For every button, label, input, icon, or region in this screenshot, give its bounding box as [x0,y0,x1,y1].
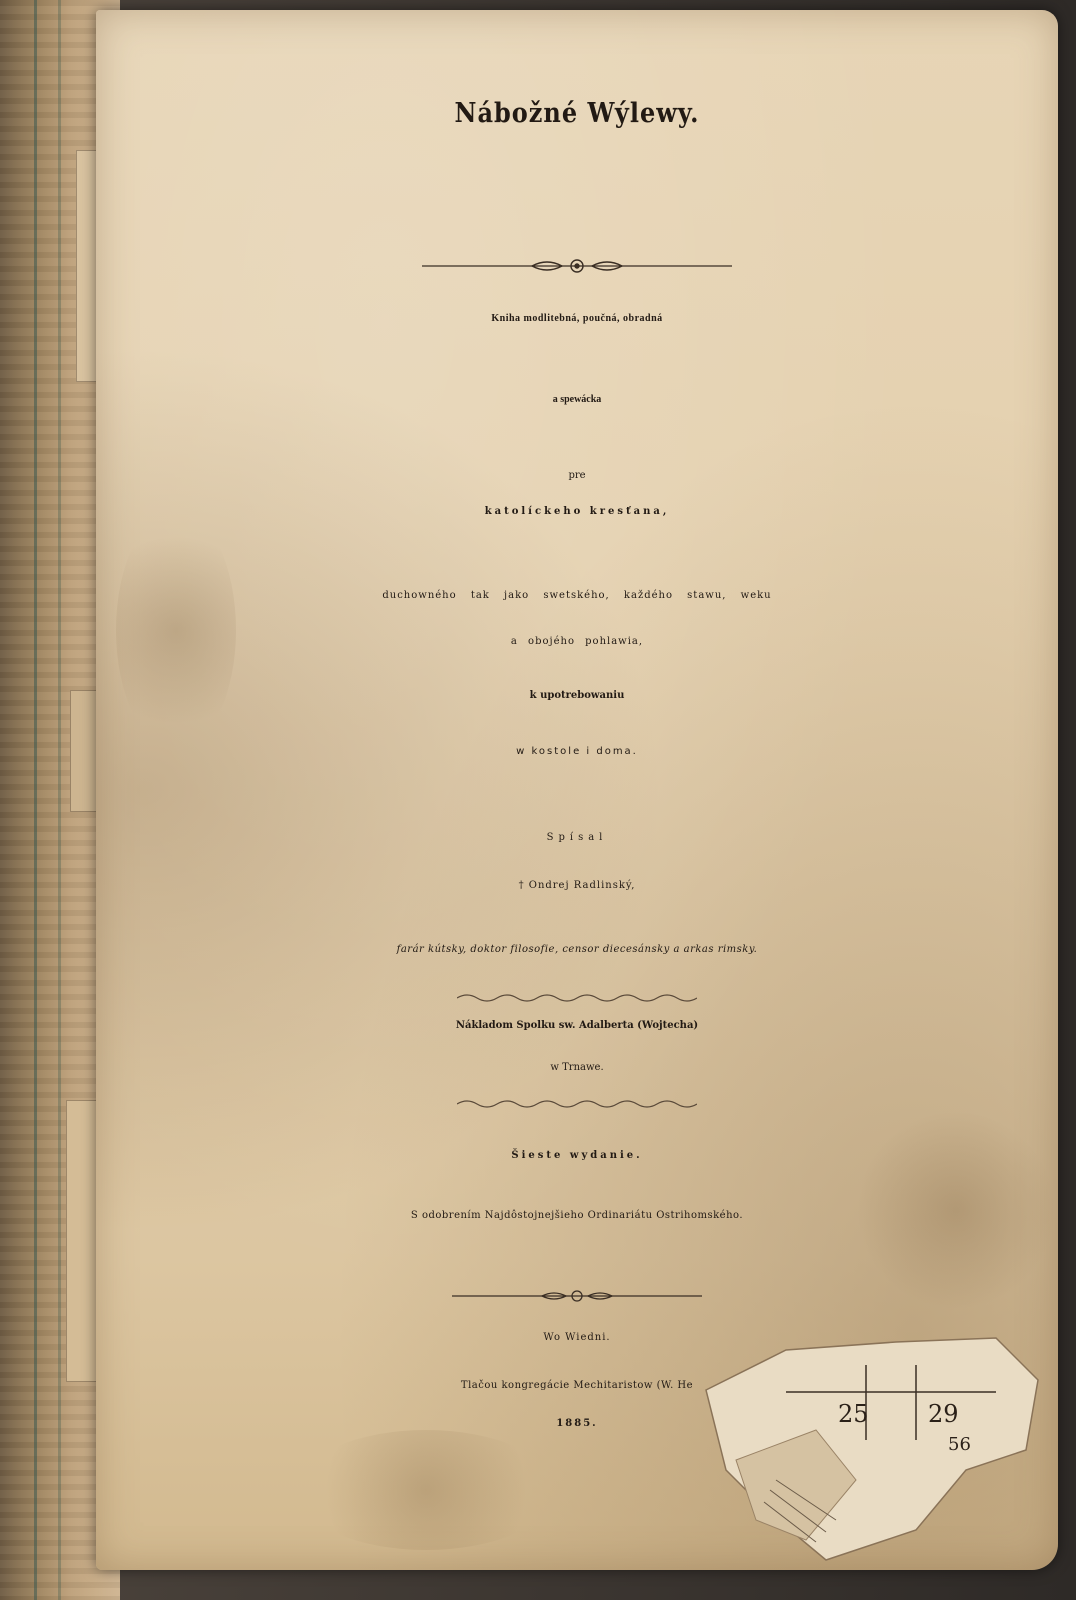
label-number: 29 [928,1400,959,1428]
description-line1: duchowného tak jako swetského, každého stawu, weku [382,590,772,601]
author-name: † Ondrej Radlinský, [518,880,636,891]
description-line2: a obojého pohlawia, [510,636,644,647]
usage-line: k upotrebowaniu [529,690,625,701]
audience-line: katolíckeho kresťana, [484,506,670,517]
publisher-place: w Trnawe. [550,1062,604,1073]
binding-thread [58,0,61,1600]
title-page [96,10,1058,1570]
city-line: Wo Wiedni. [543,1332,611,1343]
ornament-divider [96,1286,1058,1306]
book-subtitle-line2: a spewácka [552,394,602,405]
label-number: 25 [838,1400,869,1428]
approval-line: S odobrením Najdôstojnejšieho Ordinariátu Ostrihomského. [410,1210,744,1221]
wavy-divider [96,1094,1058,1114]
book-subtitle-line1: Kniha modlitebná, poučná, obradná [491,313,663,324]
edition-line: Šieste wydanie. [511,1150,643,1161]
publisher-line: Nákladom Spolku sw. Adalberta (Wojtecha) [455,1020,699,1031]
place-line: w kostole i doma. [516,746,638,757]
written-by: Spísal [546,832,608,843]
year-line: 1885. [556,1418,598,1429]
author-description: farár kútsky, doktor filosofie, censor diecesánsky a arkas rimsky. [396,944,758,955]
binding-thread [34,0,37,1600]
label-number: 56 [948,1434,971,1455]
torn-pasted-label [666,1310,1056,1570]
book-title: Nábožné Wýlewy. [454,96,700,129]
pre-word: pre [568,470,586,481]
ornament-divider [96,256,1058,276]
printer-line: Tlačou kongregácie Mechitaristow (W. He [460,1380,694,1391]
wavy-divider [96,988,1058,1008]
